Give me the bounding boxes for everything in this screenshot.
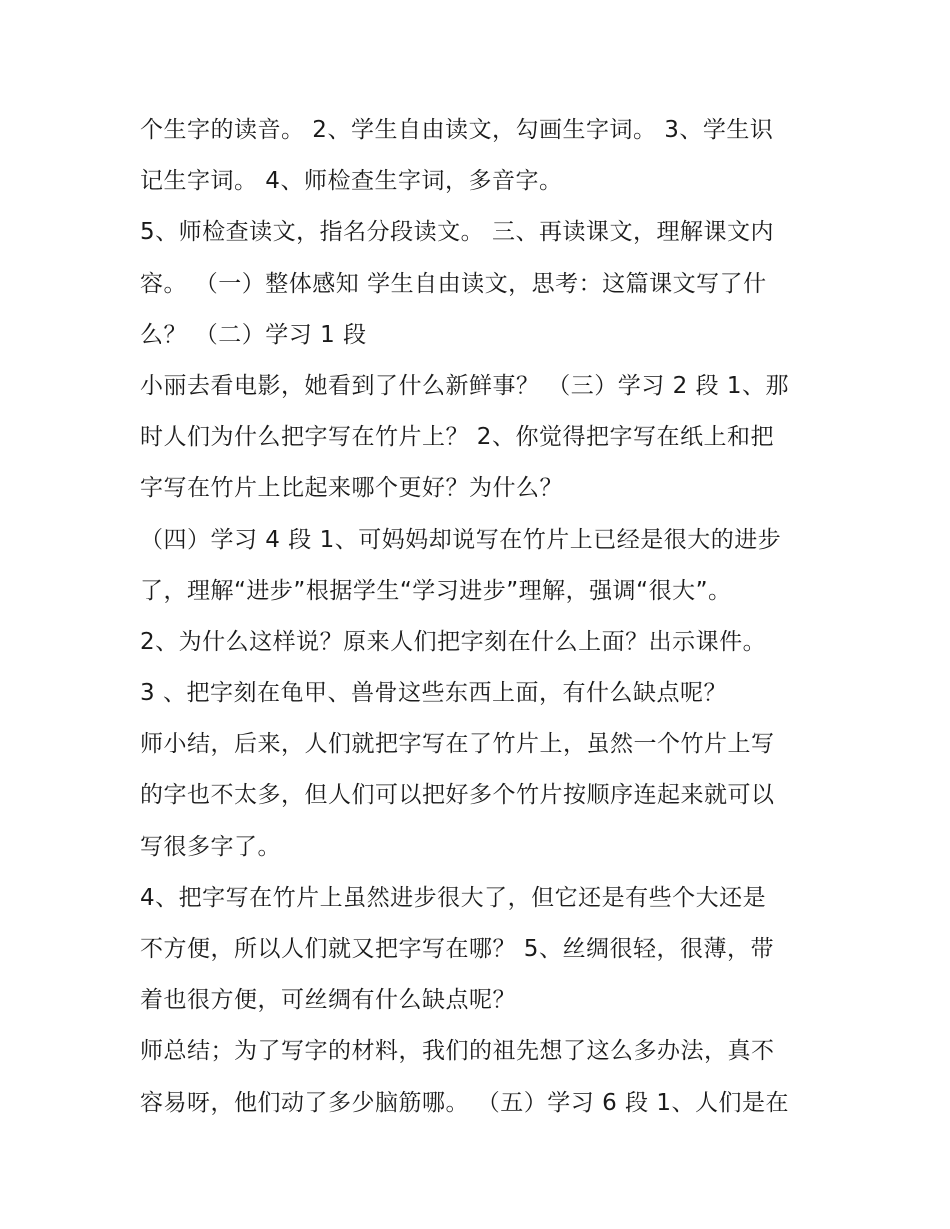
text-line: 2、为什么这样说？原来人们把字刻在什么上面？出示课件。 bbox=[140, 628, 767, 655]
text-line: 了，理解“进步”根据学生“学习进步”理解，强调“很大”。 bbox=[140, 577, 732, 604]
text-line: 师小结，后来，人们就把字写在了竹片上，虽然一个竹片上写 bbox=[140, 731, 775, 758]
text-line: （四）学习 4 段 1、可妈妈却说写在竹片上已经是很大的进步 bbox=[140, 526, 782, 553]
body-text bbox=[140, 105, 840, 1129]
text-line: 个生字的读音。 2、学生自由读文，勾画生字词。 3、学生识 bbox=[140, 117, 774, 143]
text-line: 4、把字写在竹片上虽然进步很大了，但它还是有些个大还是 bbox=[140, 884, 767, 911]
text-line: 容。 （一）整体感知 学生自由读文，思考：这篇课文写了什 bbox=[140, 270, 767, 297]
text-line: 不方便，所以人们就又把字写在哪？ 5、丝绸很轻，很薄，带 bbox=[140, 936, 774, 962]
text-line: 的字也不太多，但人们可以把好多个竹片按顺序连起来就可以 bbox=[140, 782, 775, 809]
text-line: 写很多字了。 bbox=[140, 833, 281, 860]
text-line: 容易呀，他们动了多少脑筋哪。 （五）学习 6 段 1、人们是在 bbox=[140, 1089, 790, 1116]
text-line: 5、师检查读文，指名分段读文。 三、再读课文，理解课文内 bbox=[140, 219, 774, 246]
text-line: 么？ （二）学习 1 段 bbox=[140, 321, 367, 348]
text-line: 小丽去看电影，她看到了什么新鲜事？ （三）学习 2 段 1、那 bbox=[140, 372, 790, 399]
text-line: 字写在竹片上比起来哪个更好？为什么？ bbox=[140, 475, 563, 502]
text-line: 时人们为什么把字写在竹片上？ 2、你觉得把字写在纸上和把 bbox=[140, 424, 774, 451]
text-line: 着也很方便，可丝绸有什么缺点呢？ bbox=[140, 987, 516, 1014]
text-line: 师总结；为了写字的材料，我们的祖先想了这么多办法，真不 bbox=[140, 1038, 775, 1065]
text-line: 3 、把字刻在龟甲、兽骨这些东西上面，有什么缺点呢？ bbox=[140, 680, 727, 707]
text-line: 记生字词。 4、师检查生字词，多音字。 bbox=[140, 168, 563, 195]
